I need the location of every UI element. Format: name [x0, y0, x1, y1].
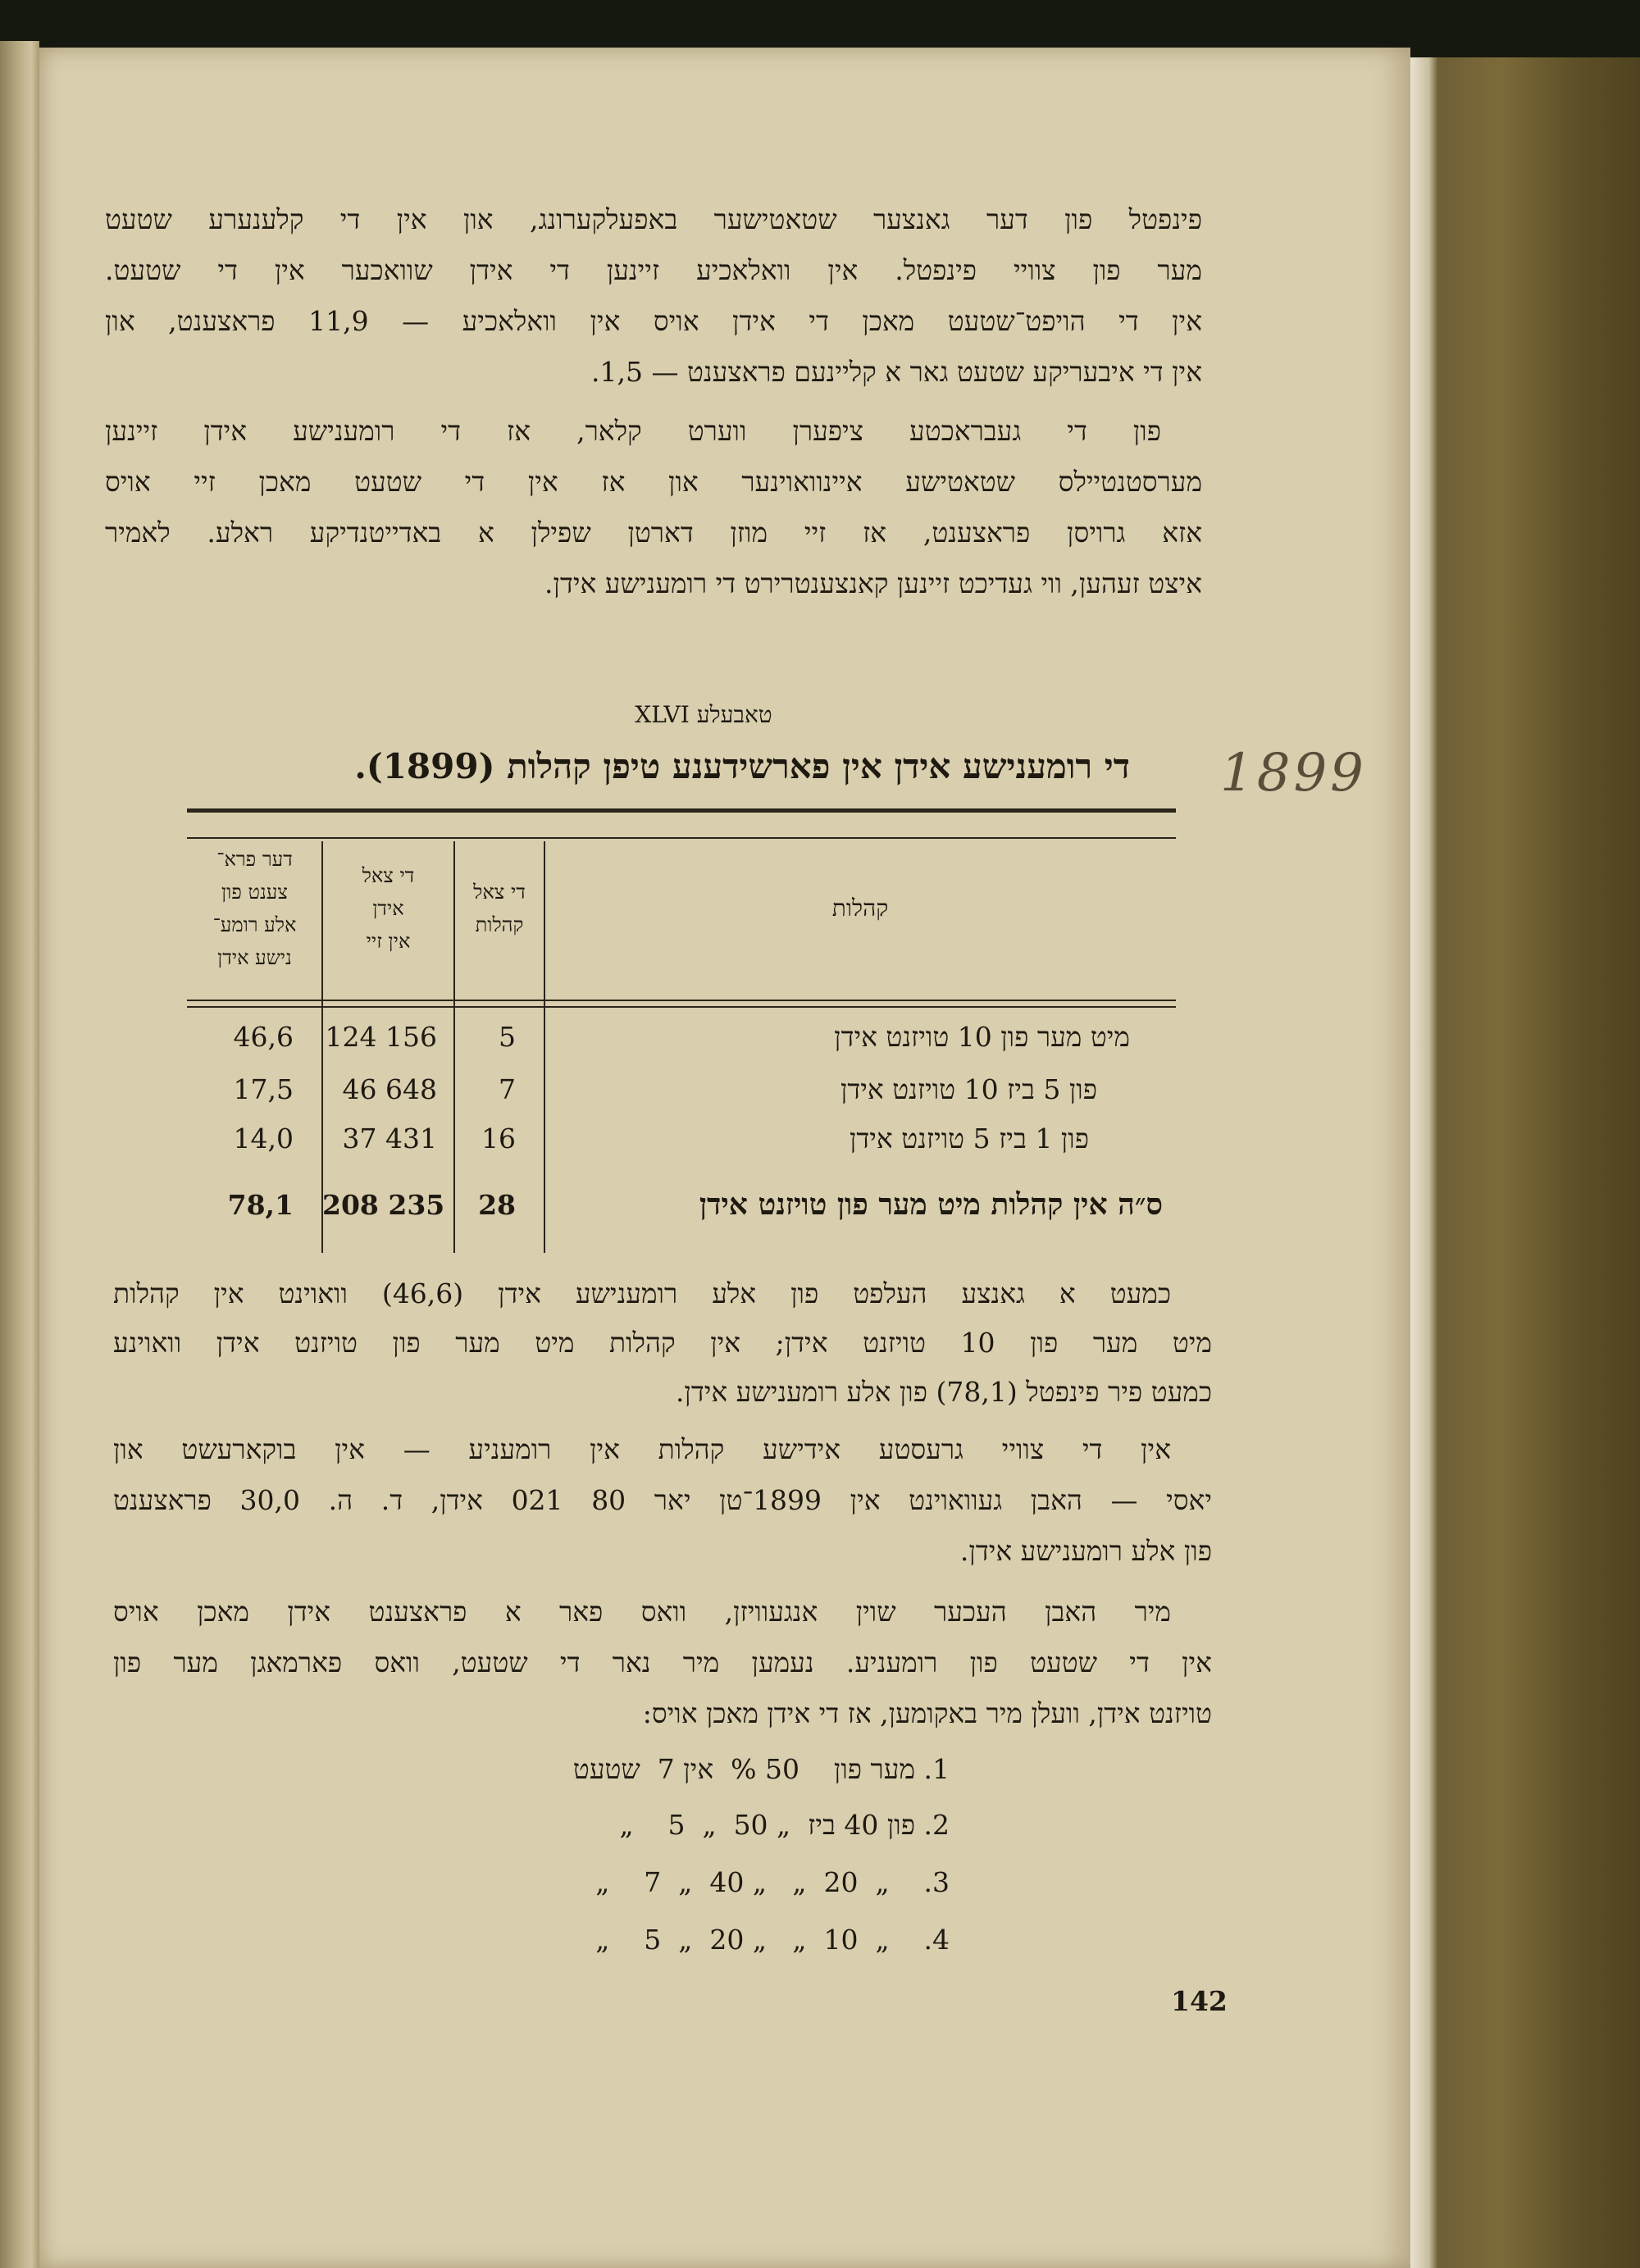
table-label: טאבעלע XLVI: [635, 701, 772, 728]
body-line: אין די הויפט־שטעט מאכן די אידן אויס אין וואלאכיע — 11,9 פראצענט, און: [105, 305, 1202, 337]
table-title: די רומענישע אידן אין פארשידענע טיפן קהלות (1899).: [354, 746, 1130, 786]
page-number: 142: [1171, 1985, 1228, 2017]
table-row-label: פון 1 ביז 5 טויזנט אידן: [849, 1123, 1089, 1154]
header-kehilot: קהלות: [831, 895, 889, 922]
left-page-edge: [0, 41, 39, 2268]
header-percent: [187, 843, 322, 974]
title-rule: [187, 808, 1176, 813]
table-total-label: ס״ה אין קהלות מיט מער פון טויזנט אידן: [699, 1187, 1163, 1222]
header-line: אין זיי: [366, 930, 411, 953]
header-line: אלע רומע־: [212, 913, 297, 936]
table-cell-kehilot: 16: [481, 1123, 516, 1154]
list-item: 3. „ 20 „ „ 40 „ 7 „: [595, 1866, 950, 1898]
table-cell-percent: 46,6: [233, 1021, 294, 1053]
header-line: דער פרא־: [216, 848, 293, 871]
header-line: די צאל: [473, 881, 526, 904]
list-item: 2. פון 40 ביז „ 50 „ 5 „: [619, 1809, 950, 1841]
body-line: טויזנט אידן, וועלן מיר באקומען, אז די אידן מאכן אויס:: [642, 1697, 1212, 1729]
list-item: 1. מער פון 50 % אין 7 שטעט: [572, 1753, 950, 1785]
body-line: מיט מער פון 10 טויזנט אידן; אין קהלות מיט מער פון טויזנט אידן וואוינע: [113, 1327, 1212, 1359]
book-page: [39, 48, 1410, 2268]
header-line: אידן: [372, 897, 404, 920]
body-line: כמעט א גאנצע העלפט פון אלע רומענישע אידן (46,6) וואוינט אין קהלות: [113, 1277, 1171, 1309]
header-line: קהלות: [475, 913, 524, 936]
body-line: מיר האבן העכער שוין אנגעוויזן, וואס פאר א פראצענט אידן מאכן אויס: [113, 1596, 1171, 1628]
stats-table: [187, 835, 1176, 1261]
table-cell-jews: 124 156: [325, 1021, 437, 1053]
table-cell-percent: 17,5: [233, 1073, 294, 1105]
list-item: 4. „ 10 „ „ 20 „ 5 „: [595, 1924, 950, 1956]
handwritten-note: 1899: [1220, 743, 1367, 804]
body-line: אזא גרויסן פראצענט, אז זיי מוזן דארטן שפילן א באדייטנדיקע ראלע. לאמיר: [105, 517, 1202, 549]
table-total-percent: 78,1: [227, 1189, 294, 1221]
table-cell-jews: 46 648: [342, 1073, 437, 1105]
body-line: פון די געבראכטע ציפערן ווערט קלאר, אז די רומענישע אידן זיינען: [105, 415, 1161, 447]
table-row-label: מיט מער פון 10 טויזנט אידן: [834, 1021, 1130, 1053]
table-cell-percent: 14,0: [233, 1123, 294, 1154]
body-line: מער פון צוויי פינפטל. אין וואלאכיע זיינען די אידן שוואכער אין די שטעט.: [105, 254, 1202, 286]
body-line: פון אלע רומענישע אידן.: [959, 1535, 1212, 1567]
table-cell-jews: 37 431: [342, 1123, 437, 1154]
body-line: איצט זעהען, ווי געדיכט זיינען קאנצענטרירט די רומענישע אידן.: [544, 567, 1202, 599]
header-count-jews: [322, 859, 454, 958]
table-cell-kehilot: 5: [499, 1021, 516, 1053]
body-line: כמעט פיר פינפטל (78,1) פון אלע רומענישע אידן.: [675, 1376, 1212, 1408]
book-edge: [1410, 57, 1640, 2268]
body-line: מערסטנטיילס שטאטישע איינוואוינער און אז אין די שטעט מאכן זיי אויס: [105, 466, 1202, 498]
header-count-kehilot: [454, 876, 544, 941]
table-cell-kehilot: 7: [499, 1073, 516, 1105]
body-line: יאסי — האבן געוואוינט אין 1899־טן יאר 80 021 אידן, ד. ה. 30,0 פראצענט: [113, 1484, 1212, 1516]
body-line: אין די איבעריקע שטעט גאר א קליינעם פראצענט — 1,5.: [591, 356, 1202, 388]
header-line: צענט פון: [221, 881, 288, 904]
body-line: אין די צוויי גרעסטע אידישע קהלות אין רומעניע — אין בוקארעשט און: [113, 1433, 1171, 1465]
body-line: אין די שטעט פון רומעניע. נעמען מיר נאר די שטעט, וואס פארמאגן מער פון: [113, 1646, 1212, 1678]
body-line: פינפטל פון דער גאנצער שטאטישער באפעלקערונג, און אין די קלענערע שטעט: [105, 203, 1202, 235]
header-line: די צאל: [362, 864, 415, 887]
table-row-label: פון 5 ביז 10 טויזנט אידן: [840, 1073, 1097, 1105]
table-total-jews: 208 235: [322, 1189, 445, 1221]
table-total-kehilot: 28: [478, 1189, 516, 1221]
header-line: נישע אידן: [217, 946, 292, 969]
